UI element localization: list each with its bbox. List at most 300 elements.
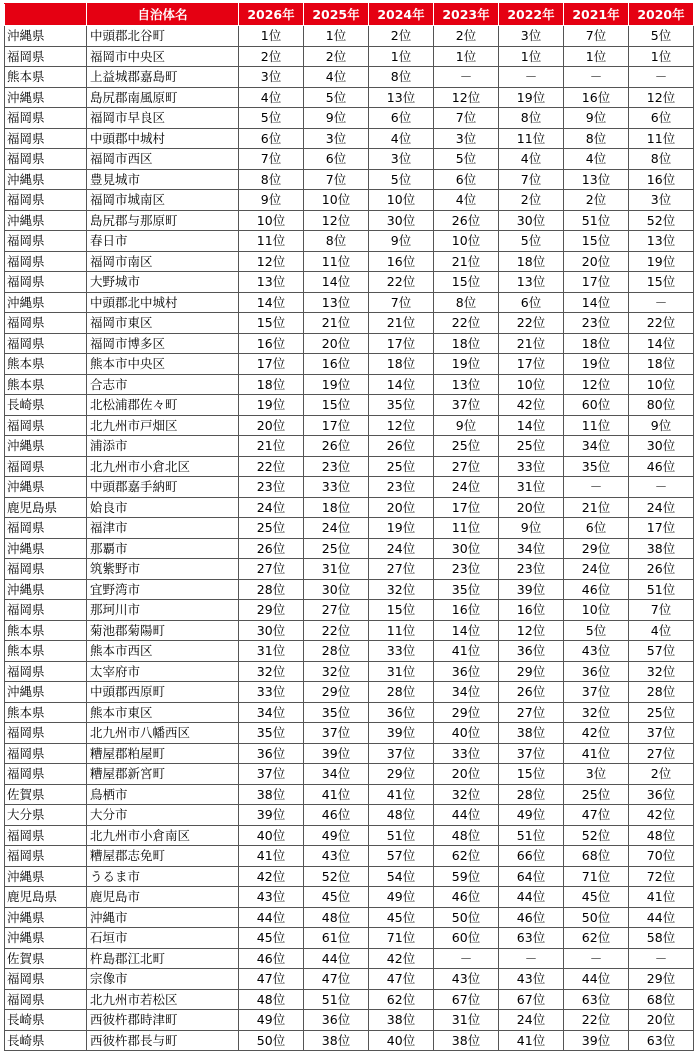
rank-cell: 36位 (629, 784, 694, 805)
rank-cell: 31位 (499, 477, 564, 498)
rank-cell: 29位 (369, 764, 434, 785)
rank-cell: 13位 (564, 169, 629, 190)
municipality-cell: 熊本市西区 (87, 641, 239, 662)
prefecture-cell: 福岡県 (5, 600, 87, 621)
municipality-cell: 福岡市東区 (87, 313, 239, 334)
prefecture-cell: 大分県 (5, 805, 87, 826)
rank-cell: 3位 (629, 190, 694, 211)
rank-cell: 7位 (629, 600, 694, 621)
rank-cell: 32位 (434, 784, 499, 805)
rank-cell: 11位 (499, 128, 564, 149)
rank-cell: 2位 (499, 190, 564, 211)
prefecture-cell: 沖縄県 (5, 907, 87, 928)
rank-cell: 21位 (564, 497, 629, 518)
rank-cell: － (629, 948, 694, 969)
rank-cell: 14位 (499, 415, 564, 436)
rank-cell: 20位 (434, 764, 499, 785)
rank-cell: 20位 (369, 497, 434, 518)
prefecture-cell: 鹿児島県 (5, 497, 87, 518)
table-row (5, 702, 694, 723)
rank-cell: 36位 (239, 743, 304, 764)
rank-cell: 26位 (434, 210, 499, 231)
rank-cell: 48位 (239, 989, 304, 1010)
municipality-cell: 中頭郡北谷町 (87, 26, 239, 47)
rank-cell: 9位 (564, 108, 629, 129)
table-row (5, 743, 694, 764)
rank-cell: 21位 (369, 313, 434, 334)
rank-cell: 52位 (629, 210, 694, 231)
rank-cell: 36位 (369, 702, 434, 723)
rank-cell: 13位 (304, 292, 369, 313)
table-row (5, 764, 694, 785)
rank-cell: 14位 (304, 272, 369, 293)
rank-cell: 51位 (369, 825, 434, 846)
prefecture-cell: 熊本県 (5, 702, 87, 723)
rank-cell: － (499, 67, 564, 88)
header-municipality: 自治体名 (87, 4, 239, 26)
table-row (5, 395, 694, 416)
rank-cell: 17位 (304, 415, 369, 436)
rank-cell: 63位 (499, 928, 564, 949)
rank-cell: 4位 (564, 149, 629, 170)
rank-cell: － (564, 948, 629, 969)
rank-cell: 30位 (304, 579, 369, 600)
rank-cell: 5位 (629, 26, 694, 47)
rank-cell: 8位 (499, 108, 564, 129)
rank-cell: 52位 (564, 825, 629, 846)
rank-cell: 42位 (239, 866, 304, 887)
rank-cell: 11位 (369, 620, 434, 641)
prefecture-cell: 熊本県 (5, 641, 87, 662)
rank-cell: 38位 (434, 1030, 499, 1051)
rank-cell: 21位 (304, 313, 369, 334)
rank-cell: 14位 (629, 333, 694, 354)
rank-cell: 25位 (629, 702, 694, 723)
table-row (5, 846, 694, 867)
municipality-cell: 福岡市中央区 (87, 46, 239, 67)
table-row (5, 313, 694, 334)
rank-cell: 39位 (499, 579, 564, 600)
rank-cell: 48位 (434, 825, 499, 846)
rank-cell: 17位 (564, 272, 629, 293)
table-row (5, 292, 694, 313)
rank-cell: 33位 (304, 477, 369, 498)
rank-cell: 14位 (434, 620, 499, 641)
rank-cell: 38位 (239, 784, 304, 805)
rank-cell: 40位 (434, 723, 499, 744)
rank-cell: 49位 (304, 825, 369, 846)
rank-cell: 16位 (434, 600, 499, 621)
rank-cell: 32位 (564, 702, 629, 723)
rank-cell: 37位 (629, 723, 694, 744)
rank-cell: 9位 (304, 108, 369, 129)
rank-cell: 1位 (434, 46, 499, 67)
rank-cell: 19位 (499, 87, 564, 108)
rank-cell: 26位 (239, 538, 304, 559)
prefecture-cell: 熊本県 (5, 354, 87, 375)
rank-cell: 12位 (369, 415, 434, 436)
rank-cell: 30位 (499, 210, 564, 231)
municipality-cell: 北九州市戸畑区 (87, 415, 239, 436)
rank-cell: 48位 (304, 907, 369, 928)
table-row (5, 149, 694, 170)
rank-cell: 67位 (499, 989, 564, 1010)
table-row (5, 723, 694, 744)
rank-cell: 62位 (369, 989, 434, 1010)
table-row (5, 497, 694, 518)
rank-cell: 38位 (304, 1030, 369, 1051)
municipality-cell: 熊本市中央区 (87, 354, 239, 375)
rank-cell: 5位 (564, 620, 629, 641)
table-row (5, 682, 694, 703)
rank-cell: 17位 (369, 333, 434, 354)
rank-cell: 13位 (369, 87, 434, 108)
rank-cell: 31位 (434, 1010, 499, 1031)
rank-cell: 45位 (304, 887, 369, 908)
municipality-cell: 宗像市 (87, 969, 239, 990)
prefecture-cell: 沖縄県 (5, 866, 87, 887)
rank-cell: 63位 (564, 989, 629, 1010)
rank-cell: 16位 (304, 354, 369, 375)
table-header (5, 4, 694, 26)
rank-cell: 45位 (239, 928, 304, 949)
rank-cell: 35位 (434, 579, 499, 600)
rank-cell: 15位 (564, 231, 629, 252)
header-year-2023: 2023年 (434, 4, 499, 26)
rank-cell: 18位 (564, 333, 629, 354)
rank-cell: 52位 (304, 866, 369, 887)
rank-cell: 26位 (369, 436, 434, 457)
prefecture-cell: 佐賀県 (5, 784, 87, 805)
rank-cell: 36位 (499, 641, 564, 662)
table-row (5, 620, 694, 641)
rank-cell: 33位 (434, 743, 499, 764)
rank-cell: － (629, 477, 694, 498)
prefecture-cell: 福岡県 (5, 846, 87, 867)
rank-cell: 46位 (629, 456, 694, 477)
rank-cell: 51位 (499, 825, 564, 846)
rank-cell: 9位 (434, 415, 499, 436)
rank-cell: 3位 (304, 128, 369, 149)
rank-cell: 34位 (499, 538, 564, 559)
prefecture-cell: 福岡県 (5, 251, 87, 272)
rank-cell: 26位 (629, 559, 694, 580)
table-row (5, 661, 694, 682)
rank-cell: 13位 (434, 374, 499, 395)
municipality-cell: 上益城郡嘉島町 (87, 67, 239, 88)
rank-cell: 29位 (629, 969, 694, 990)
table-row (5, 928, 694, 949)
rank-cell: 11位 (629, 128, 694, 149)
rank-cell: 23位 (564, 313, 629, 334)
table-row (5, 67, 694, 88)
rank-cell: 12位 (499, 620, 564, 641)
municipality-cell: 沖縄市 (87, 907, 239, 928)
rank-cell: 41位 (369, 784, 434, 805)
municipality-cell: 西彼杵郡長与町 (87, 1030, 239, 1051)
rank-cell: 22位 (564, 1010, 629, 1031)
rank-cell: 37位 (499, 743, 564, 764)
table-row (5, 579, 694, 600)
rank-cell: 10位 (564, 600, 629, 621)
table-row (5, 989, 694, 1010)
rank-cell: 47位 (564, 805, 629, 826)
rank-cell: 66位 (499, 846, 564, 867)
rank-cell: 5位 (369, 169, 434, 190)
rank-cell: 5位 (304, 87, 369, 108)
rank-cell: 23位 (434, 559, 499, 580)
rank-cell: 27位 (434, 456, 499, 477)
rank-cell: 19位 (434, 354, 499, 375)
rank-cell: 8位 (629, 149, 694, 170)
table-row (5, 374, 694, 395)
rank-cell: 36位 (304, 1010, 369, 1031)
table-row (5, 272, 694, 293)
municipality-cell: 杵島郡江北町 (87, 948, 239, 969)
municipality-cell: 中頭郡北中城村 (87, 292, 239, 313)
rank-cell: 41位 (499, 1030, 564, 1051)
rank-cell: 7位 (369, 292, 434, 313)
rank-cell: 35位 (304, 702, 369, 723)
rank-cell: 44位 (499, 887, 564, 908)
rank-cell: 25位 (434, 436, 499, 457)
rank-cell: 39位 (564, 1030, 629, 1051)
rank-cell: 7位 (304, 169, 369, 190)
table-row (5, 333, 694, 354)
rank-cell: 45位 (369, 907, 434, 928)
rank-cell: － (434, 67, 499, 88)
municipality-cell: 西彼杵郡時津町 (87, 1010, 239, 1031)
rank-cell: 54位 (369, 866, 434, 887)
prefecture-cell: 長崎県 (5, 1030, 87, 1051)
prefecture-cell: 沖縄県 (5, 436, 87, 457)
rank-cell: 3位 (239, 67, 304, 88)
rank-cell: 37位 (434, 395, 499, 416)
rank-cell: 7位 (239, 149, 304, 170)
rank-cell: 10位 (629, 374, 694, 395)
rank-cell: 24位 (499, 1010, 564, 1031)
rank-cell: 25位 (499, 436, 564, 457)
rank-cell: 13位 (629, 231, 694, 252)
municipality-cell: 大野城市 (87, 272, 239, 293)
rank-cell: 20位 (564, 251, 629, 272)
prefecture-cell: 沖縄県 (5, 169, 87, 190)
rank-cell: 10位 (434, 231, 499, 252)
rank-cell: 42位 (499, 395, 564, 416)
rank-cell: 60位 (434, 928, 499, 949)
table-row (5, 641, 694, 662)
municipality-cell: 福岡市早良区 (87, 108, 239, 129)
rank-cell: 72位 (629, 866, 694, 887)
prefecture-cell: 沖縄県 (5, 538, 87, 559)
rank-cell: 34位 (564, 436, 629, 457)
rank-cell: 64位 (499, 866, 564, 887)
rank-cell: 17位 (434, 497, 499, 518)
rank-cell: 24位 (304, 518, 369, 539)
rank-cell: 35位 (239, 723, 304, 744)
rank-cell: 70位 (629, 846, 694, 867)
rank-cell: 58位 (629, 928, 694, 949)
table-row (5, 26, 694, 47)
rank-cell: 13位 (239, 272, 304, 293)
prefecture-cell: 福岡県 (5, 190, 87, 211)
rank-cell: 16位 (499, 600, 564, 621)
rank-cell: 3位 (499, 26, 564, 47)
rank-cell: 40位 (369, 1030, 434, 1051)
rank-cell: 44位 (629, 907, 694, 928)
header-year-2026: 2026年 (239, 4, 304, 26)
municipality-cell: 糟屋郡新宮町 (87, 764, 239, 785)
rank-cell: 20位 (629, 1010, 694, 1031)
rank-cell: 34位 (239, 702, 304, 723)
prefecture-cell: 鹿児島県 (5, 887, 87, 908)
table-row (5, 600, 694, 621)
rank-cell: 6位 (304, 149, 369, 170)
table-row (5, 518, 694, 539)
municipality-cell: 那覇市 (87, 538, 239, 559)
rank-cell: 4位 (629, 620, 694, 641)
prefecture-cell: 沖縄県 (5, 87, 87, 108)
table-row (5, 538, 694, 559)
rank-cell: 44位 (304, 948, 369, 969)
rank-cell: 27位 (369, 559, 434, 580)
rank-cell: 33位 (499, 456, 564, 477)
rank-cell: 32位 (629, 661, 694, 682)
header-year-2024: 2024年 (369, 4, 434, 26)
rank-cell: 9位 (239, 190, 304, 211)
rank-cell: 47位 (369, 969, 434, 990)
rank-cell: 6位 (239, 128, 304, 149)
rank-cell: 5位 (434, 149, 499, 170)
rank-cell: 19位 (369, 518, 434, 539)
prefecture-cell: 佐賀県 (5, 948, 87, 969)
prefecture-cell: 熊本県 (5, 374, 87, 395)
rank-cell: 51位 (564, 210, 629, 231)
municipality-cell: 中頭郡嘉手納町 (87, 477, 239, 498)
rank-cell: 49位 (369, 887, 434, 908)
rank-cell: 17位 (629, 518, 694, 539)
rank-cell: 6位 (629, 108, 694, 129)
header-corner-cell (5, 4, 87, 26)
rank-cell: 26位 (304, 436, 369, 457)
rank-cell: － (629, 67, 694, 88)
rank-cell: 38位 (369, 1010, 434, 1031)
rank-cell: 12位 (239, 251, 304, 272)
rank-cell: 2位 (434, 26, 499, 47)
rank-cell: 62位 (564, 928, 629, 949)
rank-cell: 6位 (564, 518, 629, 539)
rank-cell: 19位 (564, 354, 629, 375)
rank-cell: 29位 (564, 538, 629, 559)
rank-cell: 33位 (239, 682, 304, 703)
rank-cell: 19位 (629, 251, 694, 272)
municipality-cell: 那珂川市 (87, 600, 239, 621)
rank-cell: 24位 (434, 477, 499, 498)
rank-cell: 30位 (629, 436, 694, 457)
rank-cell: 29位 (239, 600, 304, 621)
table-row (5, 1010, 694, 1031)
rank-cell: 17位 (239, 354, 304, 375)
prefecture-cell: 福岡県 (5, 456, 87, 477)
rank-cell: 71位 (369, 928, 434, 949)
rank-cell: 31位 (239, 641, 304, 662)
rank-cell: 31位 (304, 559, 369, 580)
rank-cell: 29位 (434, 702, 499, 723)
prefecture-cell: 熊本県 (5, 620, 87, 641)
rank-cell: 28位 (304, 641, 369, 662)
rank-cell: 2位 (304, 46, 369, 67)
rank-cell: 25位 (304, 538, 369, 559)
rank-cell: 15位 (239, 313, 304, 334)
rank-cell: 46位 (564, 579, 629, 600)
rank-cell: 6位 (499, 292, 564, 313)
rank-cell: 43位 (434, 969, 499, 990)
prefecture-cell: 福岡県 (5, 989, 87, 1010)
rank-cell: 61位 (304, 928, 369, 949)
header-year-2022: 2022年 (499, 4, 564, 26)
rank-cell: 32位 (304, 661, 369, 682)
table-row (5, 477, 694, 498)
rank-cell: 4位 (434, 190, 499, 211)
rank-cell: 33位 (369, 641, 434, 662)
rank-cell: 24位 (629, 497, 694, 518)
rank-cell: 34位 (434, 682, 499, 703)
rank-cell: 2位 (564, 190, 629, 211)
rank-cell: 23位 (499, 559, 564, 580)
rank-cell: 9位 (499, 518, 564, 539)
table-row (5, 907, 694, 928)
prefecture-cell: 福岡県 (5, 743, 87, 764)
header-year-2025: 2025年 (304, 4, 369, 26)
table-row (5, 210, 694, 231)
rank-cell: 22位 (629, 313, 694, 334)
municipality-cell: 中頭郡中城村 (87, 128, 239, 149)
rank-cell: 8位 (434, 292, 499, 313)
rank-cell: 19位 (239, 395, 304, 416)
municipality-cell: 北九州市小倉南区 (87, 825, 239, 846)
rank-cell: 41位 (564, 743, 629, 764)
table-row (5, 46, 694, 67)
rank-cell: 49位 (239, 1010, 304, 1031)
prefecture-cell: 福岡県 (5, 333, 87, 354)
rank-cell: 38位 (499, 723, 564, 744)
rank-cell: 34位 (304, 764, 369, 785)
prefecture-cell: 沖縄県 (5, 928, 87, 949)
rank-cell: 17位 (499, 354, 564, 375)
rank-cell: 43位 (499, 969, 564, 990)
municipality-ranking-table (4, 3, 694, 1051)
rank-cell: 8位 (564, 128, 629, 149)
rank-cell: 50位 (239, 1030, 304, 1051)
rank-cell: 42位 (629, 805, 694, 826)
municipality-cell: 福岡市城南区 (87, 190, 239, 211)
rank-cell: 41位 (629, 887, 694, 908)
rank-cell: 25位 (239, 518, 304, 539)
rank-cell: 15位 (499, 764, 564, 785)
rank-cell: 5位 (499, 231, 564, 252)
table-row (5, 825, 694, 846)
rank-cell: 7位 (564, 26, 629, 47)
rank-cell: 39位 (239, 805, 304, 826)
table-row (5, 559, 694, 580)
rank-cell: 37位 (564, 682, 629, 703)
rank-cell: 16位 (239, 333, 304, 354)
rank-cell: 37位 (239, 764, 304, 785)
rank-cell: 43位 (564, 641, 629, 662)
municipality-cell: 豊見城市 (87, 169, 239, 190)
prefecture-cell: 福岡県 (5, 969, 87, 990)
municipality-cell: 熊本市東区 (87, 702, 239, 723)
